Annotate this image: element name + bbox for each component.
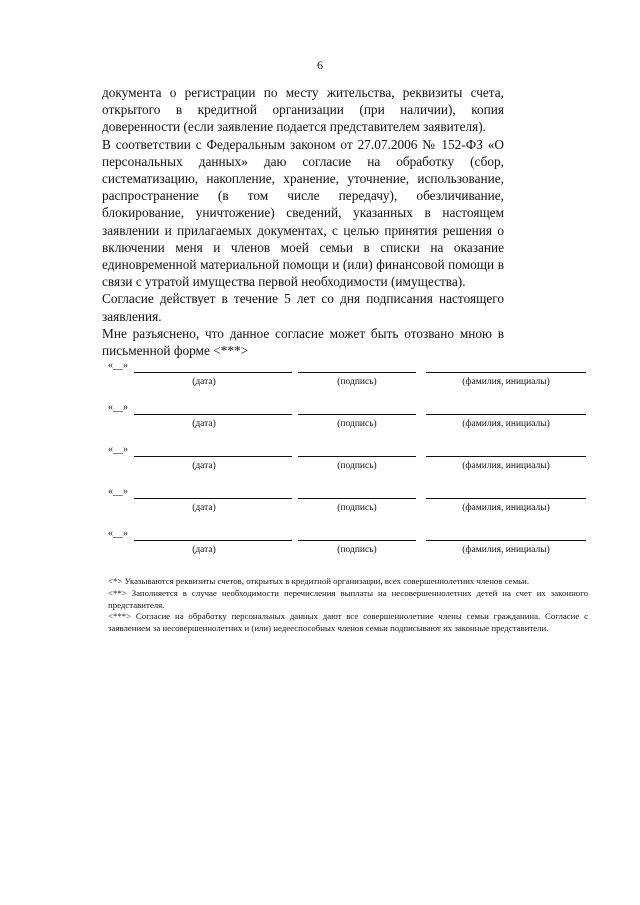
signature-row: [108, 444, 588, 486]
footnote-minors: <**> Заполняется в случае необходимости перечисления выплаты на несовершеннолетних детей на счет их законного представителя.: [108, 587, 588, 610]
paragraph-consent: В соответствии с Федеральным законом от 27.07.2006 № 152-ФЗ «О персональных данных» даю согласие на обработку (сбор, систематизацию, накопление, хранение, уточнение, использование, распространение (в том числе передачу), обезличивание, блокирование, уничтожение) сведений, указанных в настоящем заявлении и прилагаемых документах, с целью принятия решения о включении меня и членов моей семьи в списки на оказание единовременной материальной помощи и (или) финансовой помощи в связи с утратой имущества первой необходимости (имущества).: [102, 136, 504, 290]
name-line[interactable]: [426, 414, 586, 415]
date-line[interactable]: [134, 372, 292, 373]
signature-table: [108, 360, 588, 570]
name-caption: (фамилия, инициалы): [462, 419, 550, 429]
date-caption: (дата): [192, 377, 216, 387]
page-number: 6: [317, 58, 323, 72]
signature-caption: (подпись): [337, 419, 377, 429]
name-caption: (фамилия, инициалы): [462, 503, 550, 513]
date-day-field[interactable]: «__»: [108, 444, 128, 455]
signature-row: [108, 402, 588, 444]
date-caption: (дата): [192, 503, 216, 513]
signature-caption: (подпись): [337, 545, 377, 555]
name-line[interactable]: [426, 498, 586, 499]
signature-line[interactable]: [298, 372, 416, 373]
signature-row: [108, 360, 588, 402]
date-line[interactable]: [134, 414, 292, 415]
footnote-accounts: <*> Указываются реквизиты счетов, открытых в кредитной организации, всех совершеннолетних членов семьи.: [108, 576, 530, 586]
name-line[interactable]: [426, 540, 586, 541]
date-caption: (дата): [192, 419, 216, 429]
signature-caption: (подпись): [337, 377, 377, 387]
signature-line[interactable]: [298, 498, 416, 499]
name-line[interactable]: [426, 456, 586, 457]
name-caption: (фамилия, инициалы): [462, 461, 550, 471]
date-day-field[interactable]: «__»: [108, 402, 128, 413]
date-day-field[interactable]: «__»: [108, 528, 128, 539]
signature-line[interactable]: [298, 456, 416, 457]
signature-line[interactable]: [298, 540, 416, 541]
date-line[interactable]: [134, 540, 292, 541]
name-line[interactable]: [426, 372, 586, 373]
date-day-field[interactable]: «__»: [108, 360, 128, 371]
name-caption: (фамилия, инициалы): [462, 377, 550, 387]
signature-line[interactable]: [298, 414, 416, 415]
date-line[interactable]: [134, 498, 292, 499]
signature-row: [108, 486, 588, 528]
footnote-consent: <***> Согласие на обработку персональных данных дают все совершеннолетние члены семьи гражданина. Согласие с заявлением за несовершеннолетних и (или) недееспособных членов семьи подписывают их законные представители.: [108, 611, 588, 634]
signature-row: [108, 528, 588, 570]
paragraph-documents: документа о регистрации по месту жительства, реквизиты счета, открытого в кредитной организации (при наличии), копия доверенности (если заявление подается представителем заявителя).: [102, 85, 504, 135]
signature-caption: (подпись): [337, 503, 377, 513]
date-day-field[interactable]: «__»: [108, 486, 128, 497]
footnotes: [108, 576, 588, 635]
date-line[interactable]: [134, 456, 292, 457]
consent-text: [102, 84, 504, 359]
name-caption: (фамилия, инициалы): [462, 545, 550, 555]
signature-caption: (подпись): [337, 461, 377, 471]
date-caption: (дата): [192, 461, 216, 471]
date-caption: (дата): [192, 545, 216, 555]
paragraph-revocation: Мне разъяснено, что данное согласие может быть отозвано мною в письменной форме <***>: [102, 325, 504, 359]
paragraph-validity: Согласие действует в течение 5 лет со дня подписания настоящего заявления.: [102, 291, 504, 324]
